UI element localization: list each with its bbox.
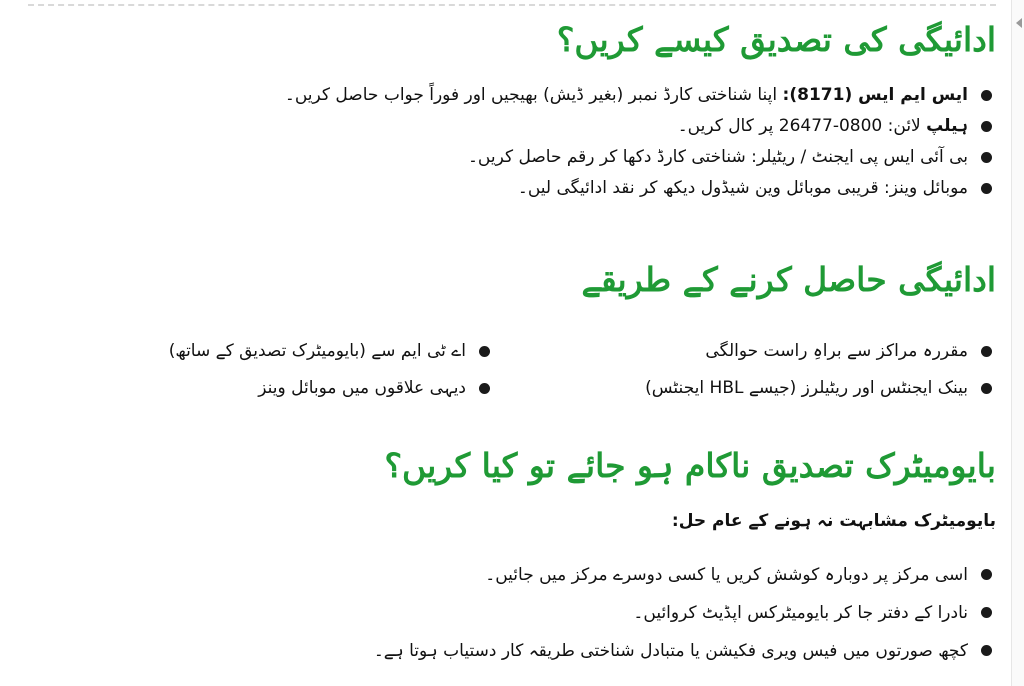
bullet-icon — [479, 383, 490, 394]
payment-methods-list-left — [169, 333, 494, 407]
list-item: بینک ایجنٹس اور ریٹیلرز (جیسے HBL ایجنٹس) — [645, 370, 996, 407]
side-scroll-strip[interactable] — [1011, 0, 1024, 686]
section-heading-payment-methods: ادائیگی حاصل کرنے کے طریقے — [581, 260, 996, 299]
list-item: نادرا کے دفتر جا کر بایومیٹرکس اپڈیٹ کروائیں۔ — [374, 594, 996, 632]
bullet-icon — [981, 121, 992, 132]
list-item: موبائل وینز: قریبی موبائل وین شیڈول دیکھ کر نقد ادائیگی لیں۔ — [285, 173, 996, 204]
bullet-icon — [981, 152, 992, 163]
collapse-arrow-icon[interactable] — [1016, 18, 1022, 28]
biometric-intro-text: بایومیٹرک مشابہت نہ ہونے کے عام حل: — [671, 511, 996, 531]
bullet-icon — [981, 383, 992, 394]
top-divider — [28, 4, 996, 6]
list-item: اسی مرکز پر دوبارہ کوشش کریں یا کسی دوسرے مرکز میں جائیں۔ — [374, 556, 996, 594]
list-item: بی آئی ایس پی ایجنٹ / ریٹیلر: شناختی کارڈ دکھا کر رقم حاصل کریں۔ — [285, 142, 996, 173]
bullet-icon — [981, 183, 992, 194]
verification-methods-list — [285, 80, 996, 204]
bullet-icon — [981, 346, 992, 357]
list-item: ایس ایم ایس (8171): اپنا شناختی کارڈ نمبر (بغیر ڈیش) بھیجیں اور فوراً جواب حاصل کریں۔ — [285, 80, 996, 111]
bullet-icon — [981, 645, 992, 656]
bullet-icon — [981, 569, 992, 580]
bullet-icon — [479, 346, 490, 357]
list-item: دیہی علاقوں میں موبائل وینز — [169, 370, 494, 407]
section-heading-biometric-failure: بایومیٹرک تصدیق ناکام ہو جائے تو کیا کریں؟ — [384, 446, 996, 485]
list-item: اے ٹی ایم سے (بایومیٹرک تصدیق کے ساتھ) — [169, 333, 494, 370]
bullet-icon — [981, 90, 992, 101]
payment-methods-list-right — [645, 333, 996, 407]
list-item: کچھ صورتوں میں فیس ویری فکیشن یا متبادل شناختی طریقہ کار دستیاب ہوتا ہے۔ — [374, 632, 996, 670]
section-heading-verification: ادائیگی کی تصدیق کیسے کریں؟ — [556, 20, 996, 59]
list-item: ہیلپ لائن: 0800-26477 پر کال کریں۔ — [285, 111, 996, 142]
bullet-icon — [981, 607, 992, 618]
biometric-solutions-list — [374, 556, 996, 670]
list-item: مقررہ مراکز سے براہِ راست حوالگی — [645, 333, 996, 370]
